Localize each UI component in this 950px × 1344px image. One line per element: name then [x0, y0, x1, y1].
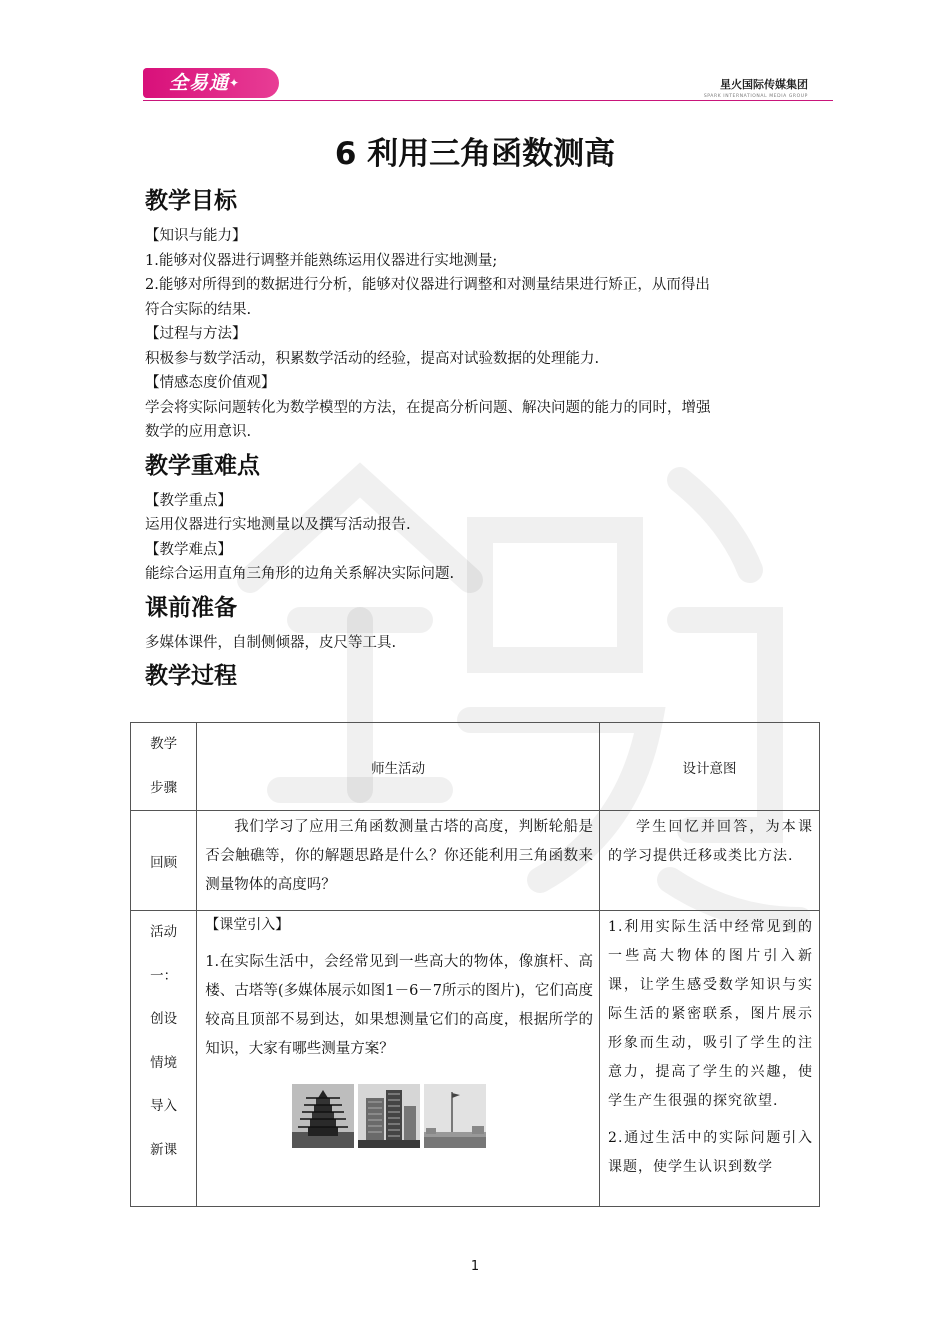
section-goals — [145, 184, 810, 445]
knowledge-item-1: 1.能够对仪器进行调整并能熟练运用仪器进行实地测量; — [145, 252, 498, 269]
review-design-text: 学生回忆并回答，为本课的学习提供迁移或类比方法. — [608, 819, 813, 864]
page-title: 6 利用三角函数测高 — [334, 136, 616, 172]
review-activity-text: 我们学习了应用三角函数测量古塔的高度，判断轮船是否会触礁等，你的解题思路是什么？你还能利用三角函数来测量物体的高度吗？ — [205, 819, 594, 893]
emotion-label: 【情感态度价值观】 — [145, 375, 276, 391]
activity1-step-line: 创设 — [150, 1011, 178, 1027]
company-name-cn: 星火国际传媒集团 — [720, 78, 808, 91]
pagoda-image — [292, 1084, 354, 1148]
process-text: 积极参与数学活动，积累数学活动的经验，提高对试验数据的处理能力. — [145, 350, 600, 367]
review-activity-cell — [197, 811, 600, 911]
figure-images — [292, 1084, 599, 1148]
review-design-cell — [600, 811, 820, 911]
difficulty-label: 【教学难点】 — [145, 541, 232, 558]
activity1-step-line: 活动 — [150, 924, 178, 940]
high-rise-image — [358, 1084, 420, 1148]
activity1-step-line: 导入 — [150, 1098, 178, 1114]
process-label: 【过程与方法】 — [145, 326, 247, 342]
brand-logo: 全易通✦ — [143, 68, 279, 98]
section-process — [145, 659, 810, 693]
intro-text: 1.在实际生活中，会经常见到一些高大的物体，像旗杆、高楼、古塔等(多媒体展示如图1－6－7所示的图片)，它们高度较高且顶部不易到达，如果想测量它们的高度，根据所学的知识，大家有哪些测量方案？ — [205, 954, 594, 1057]
lesson-plan-body — [145, 184, 810, 699]
section-prep — [145, 591, 810, 656]
activity1-step-cell — [131, 911, 197, 1207]
knowledge-item-2b: 符合实际的结果. — [145, 301, 252, 318]
flagpole-image — [424, 1084, 486, 1148]
activity1-step-line: 情境 — [150, 1054, 178, 1071]
section-keypoints — [145, 449, 810, 587]
focus-text: 运用仪器进行实地测量以及撰写活动报告. — [145, 517, 411, 533]
keypoints-heading: 教学重难点 — [145, 452, 260, 479]
header-step-line-1: 教学 — [150, 736, 178, 752]
activity1-design-cell — [600, 911, 820, 1207]
prep-heading: 课前准备 — [145, 594, 237, 621]
header-divider — [143, 100, 833, 101]
intro-label: 【课堂引入】 — [205, 917, 290, 933]
knowledge-label: 【知识与能力】 — [145, 228, 247, 244]
activity1-step-line: 新课 — [150, 1141, 178, 1158]
knowledge-item-2a: 2.能够对所得到的数据进行分析，能够对仪器进行调整和对测量结果进行矫正，从而得出 — [145, 277, 710, 293]
page-number: 1 — [470, 1259, 480, 1274]
process-heading: 教学过程 — [145, 663, 237, 689]
teaching-process-table — [130, 722, 820, 1207]
table-row — [131, 811, 820, 911]
table-row — [131, 911, 820, 1207]
header-step-line-2: 步骤 — [150, 779, 178, 796]
emotion-text-a: 学会将实际问题转化为数学模型的方法，在提高分析问题、解决问题的能力的同时，增强 — [145, 399, 711, 416]
company-name-en: SPARK INTERNATIONAL MEDIA GROUP — [703, 94, 808, 99]
goals-heading: 教学目标 — [145, 188, 237, 214]
review-step-cell: 回顾 — [131, 811, 197, 911]
design-point-1: 1.利用实际生活中经常见到的一些高大物体的图片引入新课，让学生感受数学知识与实际生活的紧密联系，图片展示形象而生动，吸引了学生的注意力，提高了学生的兴趣，使学生产生很强的探究欲望. — [608, 919, 813, 1109]
table-header-row — [131, 723, 820, 811]
focus-label: 【教学重点】 — [145, 492, 232, 509]
design-point-2: 2.通过生活中的实际问题引入课题，使学生认识到数学 — [608, 1130, 813, 1175]
header-design-cell: 设计意图 — [600, 723, 820, 811]
emotion-text-b: 数学的应用意识. — [145, 424, 252, 440]
difficulty-text: 能综合运用直角三角形的边角关系解决实际问题. — [145, 566, 455, 582]
header-activity-cell: 师生活动 — [197, 723, 600, 811]
activity1-step-line: 一： — [150, 967, 178, 984]
activity1-activity-cell — [197, 911, 600, 1207]
header-step-cell — [131, 723, 197, 811]
company-name — [704, 76, 808, 99]
prep-text: 多媒体课件，自制侧倾器，皮尺等工具. — [145, 634, 397, 651]
